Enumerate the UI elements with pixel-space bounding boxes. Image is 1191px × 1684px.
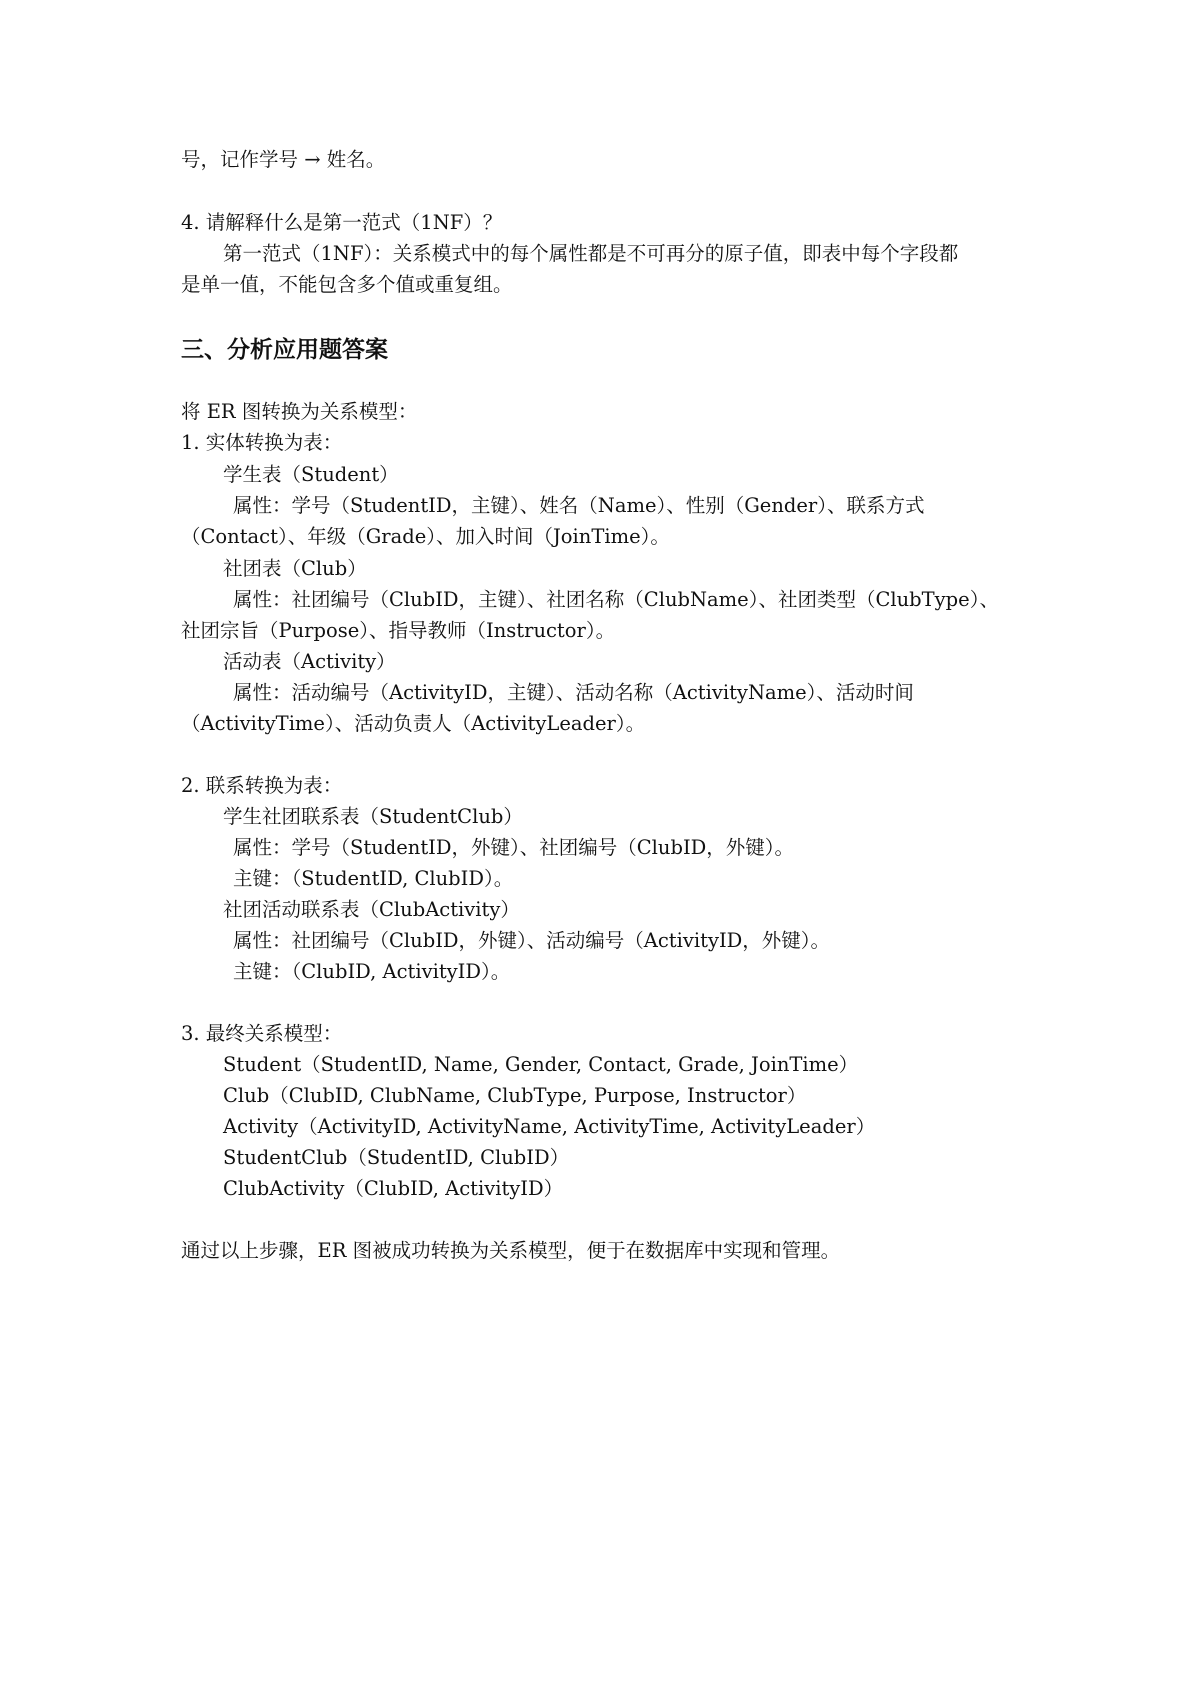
relation-studentclub: StudentClub（StudentID, ClubID） [223, 1146, 570, 1169]
text-line: 属性：学号（StudentID，外键）、社团编号（ClubID，外键）。 [233, 836, 795, 859]
text-line: 号，记作学号 → 姓名。 [181, 148, 386, 171]
section-heading: 三、分析应用题答案 [181, 337, 388, 363]
text-line: 社团宗旨（Purpose）、指导教师（Instructor）。 [181, 619, 616, 642]
text-line: 主键：（StudentID, ClubID）。 [233, 867, 514, 890]
list-item-1: 1. 实体转换为表： [181, 431, 343, 454]
text-line: 将 ER 图转换为关系模型： [181, 400, 418, 423]
list-item-3: 3. 最终关系模型： [181, 1022, 343, 1045]
relation-club: Club（ClubID, ClubName, ClubType, Purpose, Instructor） [223, 1084, 807, 1107]
question-4: 4. 请解释什么是第一范式（1NF）？ [181, 211, 503, 234]
relation-activity: Activity（ActivityID, ActivityName, ActivityTime, ActivityLeader） [223, 1115, 876, 1138]
text-line: 主键：（ClubID, ActivityID）。 [233, 960, 511, 983]
table-name-studentclub: 学生社团联系表（StudentClub） [223, 805, 523, 828]
list-item-2: 2. 联系转换为表： [181, 774, 343, 797]
table-name-student: 学生表（Student） [223, 463, 399, 486]
text-line: 第一范式（1NF）：关系模式中的每个属性都是不可再分的原子值，即表中每个字段都 [223, 242, 959, 265]
text-line: 是单一值，不能包含多个值或重复组。 [181, 273, 513, 296]
text-line: 属性：社团编号（ClubID，主键）、社团名称（ClubName）、社团类型（ClubType）、 [233, 588, 999, 611]
relation-clubactivity: ClubActivity（ClubID, ActivityID） [223, 1177, 564, 1200]
text-line: （ActivityTime）、活动负责人（ActivityLeader）。 [181, 712, 646, 735]
relation-student: Student（StudentID, Name, Gender, Contact, Grade, JoinTime） [223, 1053, 859, 1076]
text-line: 属性：社团编号（ClubID，外键）、活动编号（ActivityID，外键）。 [233, 929, 831, 952]
conclusion: 通过以上步骤，ER 图被成功转换为关系模型，便于在数据库中实现和管理。 [181, 1239, 841, 1262]
text-line: 属性：学号（StudentID，主键）、姓名（Name）、性别（Gender）、联系方式 [233, 494, 925, 517]
table-name-clubactivity: 社团活动联系表（ClubActivity） [223, 898, 520, 921]
text-line: 属性：活动编号（ActivityID，主键）、活动名称（ActivityName）、活动时间 [233, 681, 914, 704]
text-line: （Contact）、年级（Grade）、加入时间（JoinTime）。 [181, 525, 670, 548]
table-name-club: 社团表（Club） [223, 557, 367, 580]
table-name-activity: 活动表（Activity） [223, 650, 396, 673]
